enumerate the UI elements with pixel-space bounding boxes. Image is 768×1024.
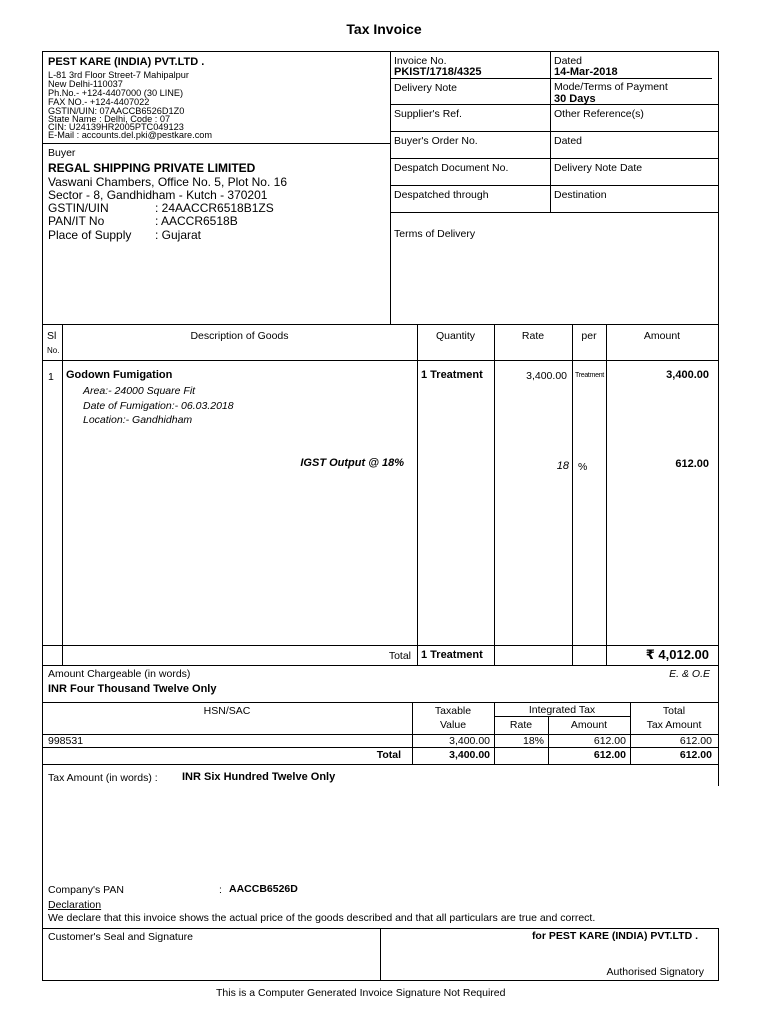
company-pan-colon: : [219, 884, 222, 896]
hsn-total-taxable: 3,400.00 [449, 749, 490, 761]
buyer-gstin-label: GSTIN/UIN [48, 201, 109, 215]
hsn-total-label: Total [376, 749, 401, 761]
hsn-header: HSN/SAC [203, 705, 251, 717]
col-no: No. [47, 346, 60, 355]
item-detail: Date of Fumigation:- 06.03.2018 [83, 400, 234, 412]
igst-per: % [578, 461, 588, 473]
item-rate: 3,400.00 [526, 370, 567, 382]
invoice-no: PKIST/1718/4325 [394, 66, 482, 78]
igst-rate: 18 [556, 460, 569, 472]
igst-label: IGST Output @ 18% [300, 457, 404, 469]
tax-words-value: INR Six Hundred Twelve Only [182, 771, 336, 783]
mode-terms-value: 30 Days [554, 93, 596, 105]
hsn-total-amount: 612.00 [593, 749, 626, 761]
taxable-header: Taxable [434, 705, 472, 717]
item-name: Godown Fumigation [66, 369, 173, 381]
seller-line: FAX NO.- +124-4407022 [48, 97, 150, 107]
item-amount: 3,400.00 [666, 369, 709, 381]
integrated-tax-header: Integrated Tax [528, 704, 596, 716]
buyer-gstin-value: : 24AACCR6518B1ZS [155, 201, 274, 215]
seller-line: GSTIN/UIN: 07AACCB6526D1Z0 [48, 106, 185, 116]
for-company-label: for PEST KARE (INDIA) PVT.LTD . [531, 930, 698, 942]
company-pan-value: AACCB6526D [229, 883, 298, 895]
col-rate: Rate [521, 330, 545, 342]
mode-terms-label: Mode/Terms of Payment [554, 81, 668, 93]
igst-amount: 612.00 [675, 458, 709, 470]
item-quantity: 1 Treatment [421, 369, 483, 381]
buyer-pan-label: PAN/IT No [48, 214, 105, 228]
company-pan-label: Company's PAN [48, 884, 124, 896]
place-of-supply-value: : Gujarat [155, 228, 202, 242]
other-references-label: Other Reference(s) [554, 108, 644, 120]
hsn-code: 998531 [48, 735, 84, 747]
seller-line: Ph.No.- +124-4407000 (30 LINE) [48, 88, 184, 98]
col-per: per [581, 330, 597, 342]
total-amount: ₹ 4,012.00 [645, 647, 709, 662]
delivery-note-date-label: Delivery Note Date [554, 162, 643, 174]
hsn-tax-amount: 612.00 [593, 735, 626, 747]
taxable-header: Value [439, 719, 467, 731]
seller-line: CIN: U24139HR2005PTC049123 [48, 122, 184, 132]
total-quantity: 1 Treatment [421, 649, 483, 661]
item-sl: 1 [48, 371, 54, 383]
total-tax-header: Total [662, 705, 686, 717]
declaration-heading: Declaration [48, 899, 102, 911]
seller-line: New Delhi-110037 [48, 79, 123, 89]
hsn-rate: 18% [522, 735, 544, 747]
seller-name: PEST KARE (INDIA) PVT.LTD . [48, 56, 205, 68]
hsn-taxable: 3,400.00 [449, 735, 490, 747]
customer-seal-label: Customer's Seal and Signature [48, 931, 194, 943]
tax-amount-header: Amount [570, 719, 608, 731]
col-description: Description of Goods [190, 330, 289, 342]
eoe-label: E. & O.E [669, 668, 710, 680]
item-detail: Location:- Gandhidham [83, 414, 193, 426]
buyer-heading: Buyer [48, 147, 76, 159]
invoice-no-label: Invoice No. [394, 55, 447, 67]
seller-line: State Name : Delhi, Code : 07 [48, 114, 171, 124]
declaration-text: We declare that this invoice shows the actual price of the goods described and that all particulars are true and correct. [48, 912, 596, 924]
item-detail: Area:- 24000 Square Fit [83, 385, 196, 397]
buyers-order-label: Buyer's Order No. [394, 135, 478, 147]
seller-line: E-Mail : accounts.del.pki@pestkare.com [48, 130, 213, 140]
delivery-note-label: Delivery Note [394, 82, 458, 94]
despatch-document-label: Despatch Document No. [394, 162, 509, 174]
footer-note: This is a Computer Generated Invoice Signature Not Required [216, 987, 506, 999]
order-dated-label: Dated [554, 135, 583, 147]
terms-of-delivery-label: Terms of Delivery [394, 228, 476, 240]
amount-words-label: Amount Chargeable (in words) [48, 668, 191, 680]
tax-words-label: Tax Amount (in words) : [48, 772, 158, 784]
buyer-name: REGAL SHIPPING PRIVATE LIMITED [48, 161, 256, 175]
buyer-pan-value: : AACCR6518B [155, 214, 238, 228]
seller-line: L-81 3rd Floor Street-7 Mahipalpur [48, 70, 189, 80]
amount-words-value: INR Four Thousand Twelve Only [48, 683, 217, 695]
buyer-address: Sector - 8, Gandhidham - Kutch - 370201 [48, 188, 268, 202]
total-label: Total [388, 650, 411, 662]
destination-label: Destination [554, 189, 607, 201]
hsn-total-tax: 612.00 [679, 735, 712, 747]
place-of-supply-label: Place of Supply [48, 228, 132, 242]
dated-label: Dated [554, 55, 583, 67]
col-quantity: Quantity [435, 330, 476, 342]
authorised-signatory-label: Authorised Signatory [606, 966, 704, 978]
col-amount: Amount [643, 330, 681, 342]
total-tax-header: Tax Amount [646, 719, 702, 731]
item-per: Treatment [575, 372, 604, 379]
invoice-date: 14-Mar-2018 [554, 66, 618, 78]
tax-rate-header: Rate [509, 719, 533, 731]
despatched-through-label: Despatched through [394, 189, 489, 201]
buyer-address: Vaswani Chambers, Office No. 5, Plot No. 16 [48, 175, 287, 189]
invoice-title: Tax Invoice [346, 21, 422, 37]
hsn-total-tax-amount: 612.00 [679, 749, 712, 761]
suppliers-ref-label: Supplier's Ref. [394, 108, 462, 120]
col-sl: Sl [47, 330, 57, 342]
